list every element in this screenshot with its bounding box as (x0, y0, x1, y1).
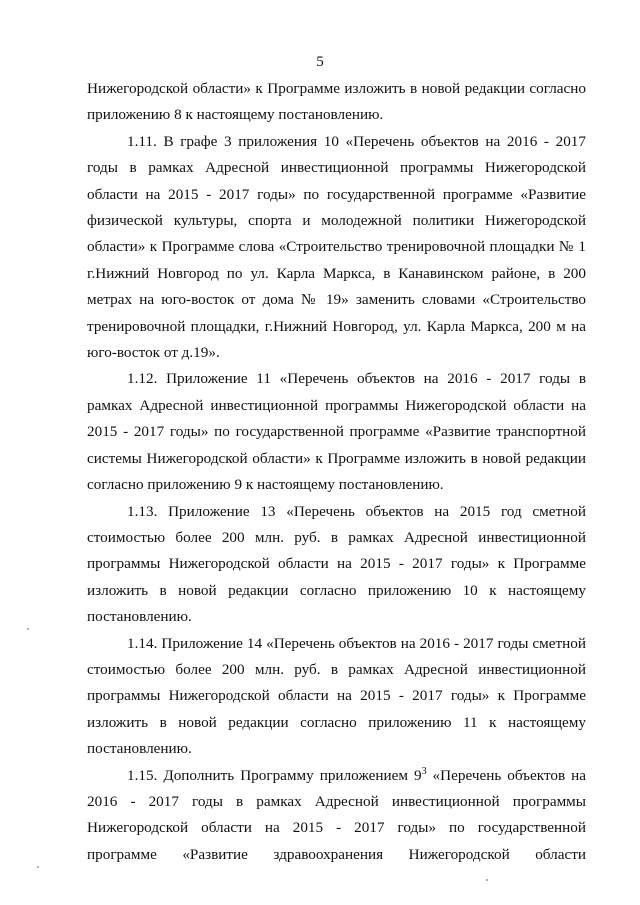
scan-speck (27, 628, 29, 630)
paragraph-1-15 (87, 763, 586, 869)
page-number: 5 (316, 54, 324, 70)
paragraph-1-15-rest: «Перечень объектов на 2016 - 2017 годы в рамках Адресной инвестиционной программы Нижегородской области на 2015 - 2017 годы» по государственной программе «Развитие здравоохранения Нижегородской области (87, 766, 586, 863)
scan-speck (486, 879, 488, 881)
paragraph-1-14: 1.14. Приложение 14 «Перечень объектов на 2016 - 2017 годы сметной стоимостью более 200 млн. руб. в рамках Адресной инвестиционной программы Нижегородской области на 2015 - 2017 годы» к Программе изложить в новой редакции согласно приложению 11 к настоящему постановлению. (87, 634, 586, 758)
paragraph-1-11: 1.11. В графе 3 приложения 10 «Перечень объектов на 2016 - 2017 годы в рамках Адресной инвестиционной программы Нижегородской области на 2015 - 2017 годы» по государственной программе «Развитие физической культуры, спорта и молодежной политики Нижегородской области» к Программе слова «Строительство тренировочной площадки № 1 г.Нижний Новгород по ул. Карла Маркса, в Канавинском районе, в 200 метрах на юго-восток от дома № 19» заменить словами «Строительство тренировочной площадки, г.Нижний Новгород, ул. Карла Маркса, 200 м на юго-восток от д.19». (87, 132, 586, 362)
paragraph-1-15-lead: 1.15. Дополнить Программу приложением 9 (127, 766, 422, 784)
paragraph-1-13: 1.13. Приложение 13 «Перечень объектов на 2015 год сметной стоимостью более 200 млн. руб. в рамках Адресной инвестиционной программы Нижегородской области на 2015 - 2017 годы» к Программе изложить в новой редакции согласно приложению 10 к настоящему постановлению. (87, 502, 586, 626)
appendix-superscript: 3 (421, 765, 427, 777)
document-body (87, 76, 586, 868)
paragraph-continuation: Нижегородской области» к Программе изложить в новой редакции согласно приложению 8 к настоящему постановлению. (87, 80, 586, 124)
scan-speck (37, 866, 39, 868)
paragraph-1-12: 1.12. Приложение 11 «Перечень объектов на 2016 - 2017 годы в рамках Адресной инвестиционной программы Нижегородской области на 2015 - 2017 годы» по государственной программе «Развитие транспортной системы Нижегородской области» к Программе изложить в новой редакции согласно приложению 9 к настоящему постановлению. (87, 370, 586, 494)
